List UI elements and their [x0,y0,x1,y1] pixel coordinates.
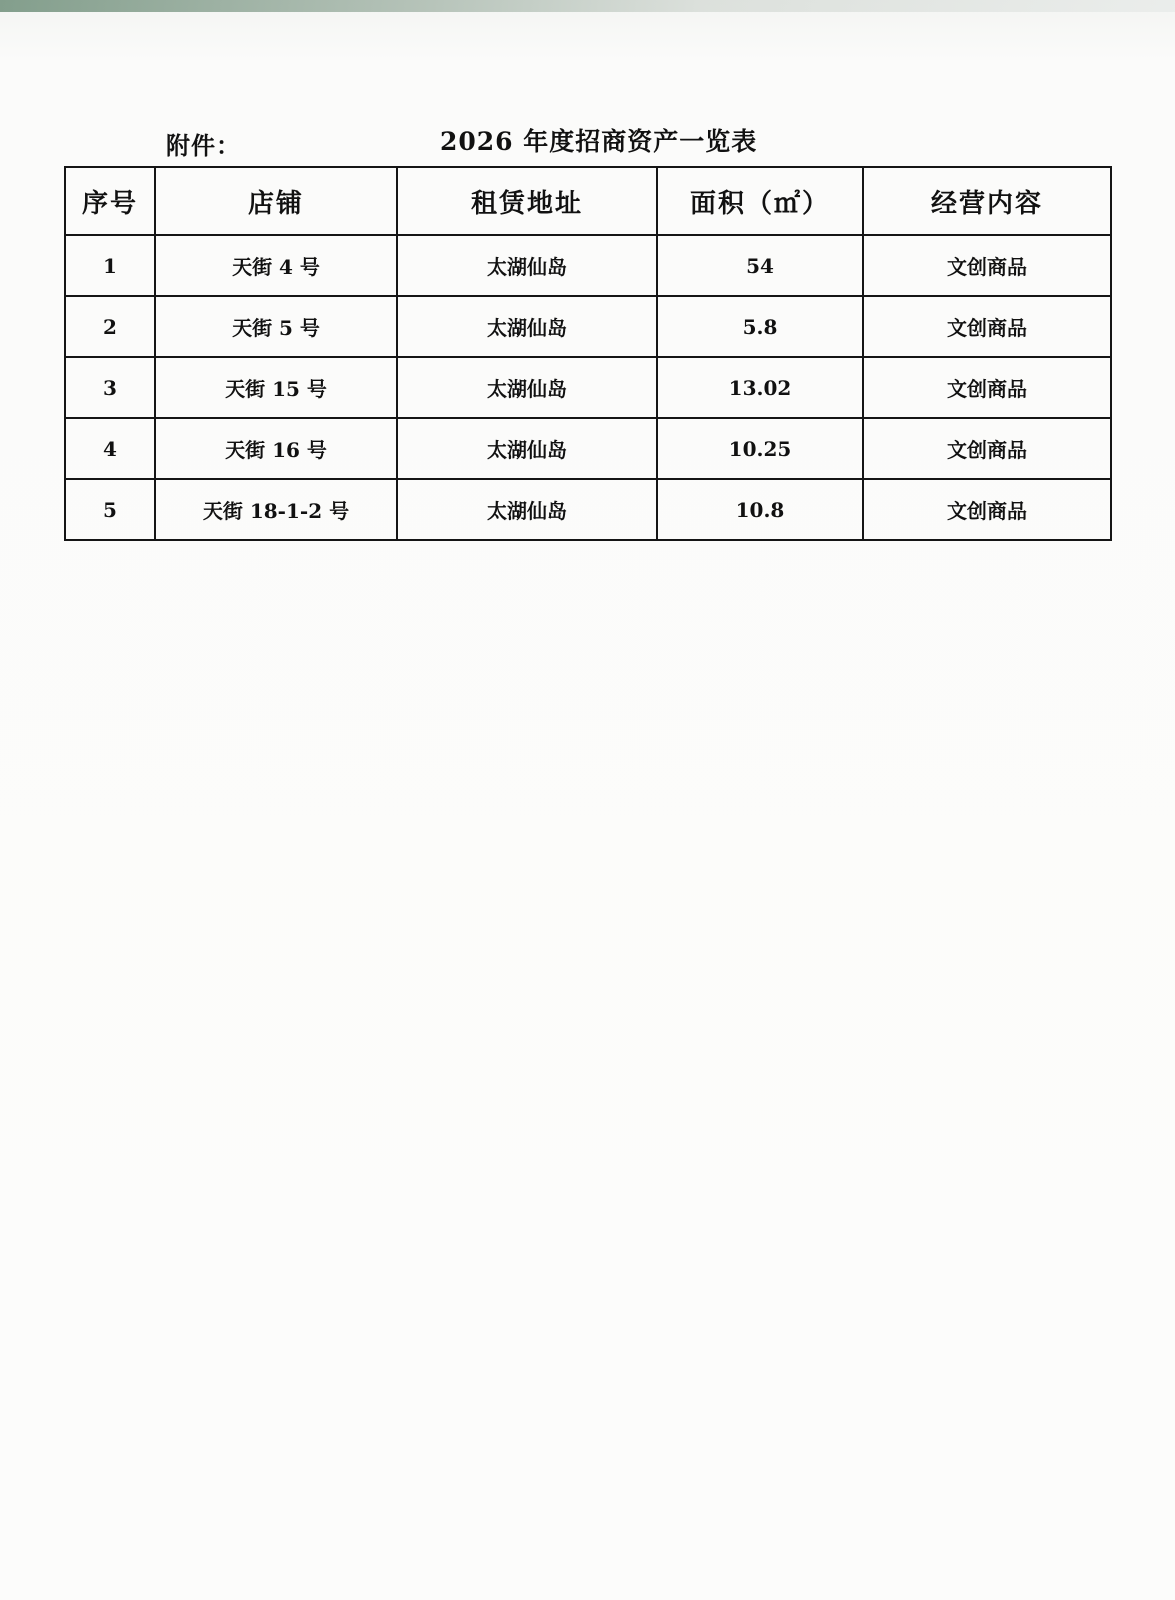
table-row [65,235,1111,296]
table-row [65,357,1111,418]
cell-lease-address: 太湖仙岛 [397,235,657,296]
cell-area: 10.8 [657,479,863,540]
cell-shop: 天街 16 号 [155,418,397,479]
cell-area: 10.25 [657,418,863,479]
cell-serial-number: 4 [65,418,155,479]
cell-serial-number: 2 [65,296,155,357]
header-shop: 店铺 [155,167,397,235]
cell-area: 5.8 [657,296,863,357]
cell-area: 54 [657,235,863,296]
cell-lease-address: 太湖仙岛 [397,296,657,357]
cell-business-content: 文创商品 [863,296,1111,357]
document-header [0,122,1175,162]
cell-business-content: 文创商品 [863,357,1111,418]
asset-table [64,166,1112,541]
attachment-label: 附件： [166,131,241,160]
cell-serial-number: 3 [65,357,155,418]
cell-shop: 天街 15 号 [155,357,397,418]
cell-shop: 天街 18-1-2 号 [155,479,397,540]
header-lease-address: 租赁地址 [397,167,657,235]
cell-business-content: 文创商品 [863,418,1111,479]
cell-lease-address: 太湖仙岛 [397,418,657,479]
cell-business-content: 文创商品 [863,235,1111,296]
cell-serial-number: 5 [65,479,155,540]
cell-shop: 天街 5 号 [155,296,397,357]
table-header-row [65,167,1111,235]
cell-lease-address: 太湖仙岛 [397,357,657,418]
header-area: 面积（㎡） [657,167,863,235]
table-row [65,296,1111,357]
table-row [65,479,1111,540]
document-title: 2026 年度招商资产一览表 [440,127,758,156]
table-row [65,418,1111,479]
scan-edge-shadow [0,0,1175,12]
header-business-content: 经营内容 [863,167,1111,235]
cell-lease-address: 太湖仙岛 [397,479,657,540]
header-serial-number: 序号 [65,167,155,235]
cell-business-content: 文创商品 [863,479,1111,540]
cell-area: 13.02 [657,357,863,418]
cell-serial-number: 1 [65,235,155,296]
cell-shop: 天街 4 号 [155,235,397,296]
